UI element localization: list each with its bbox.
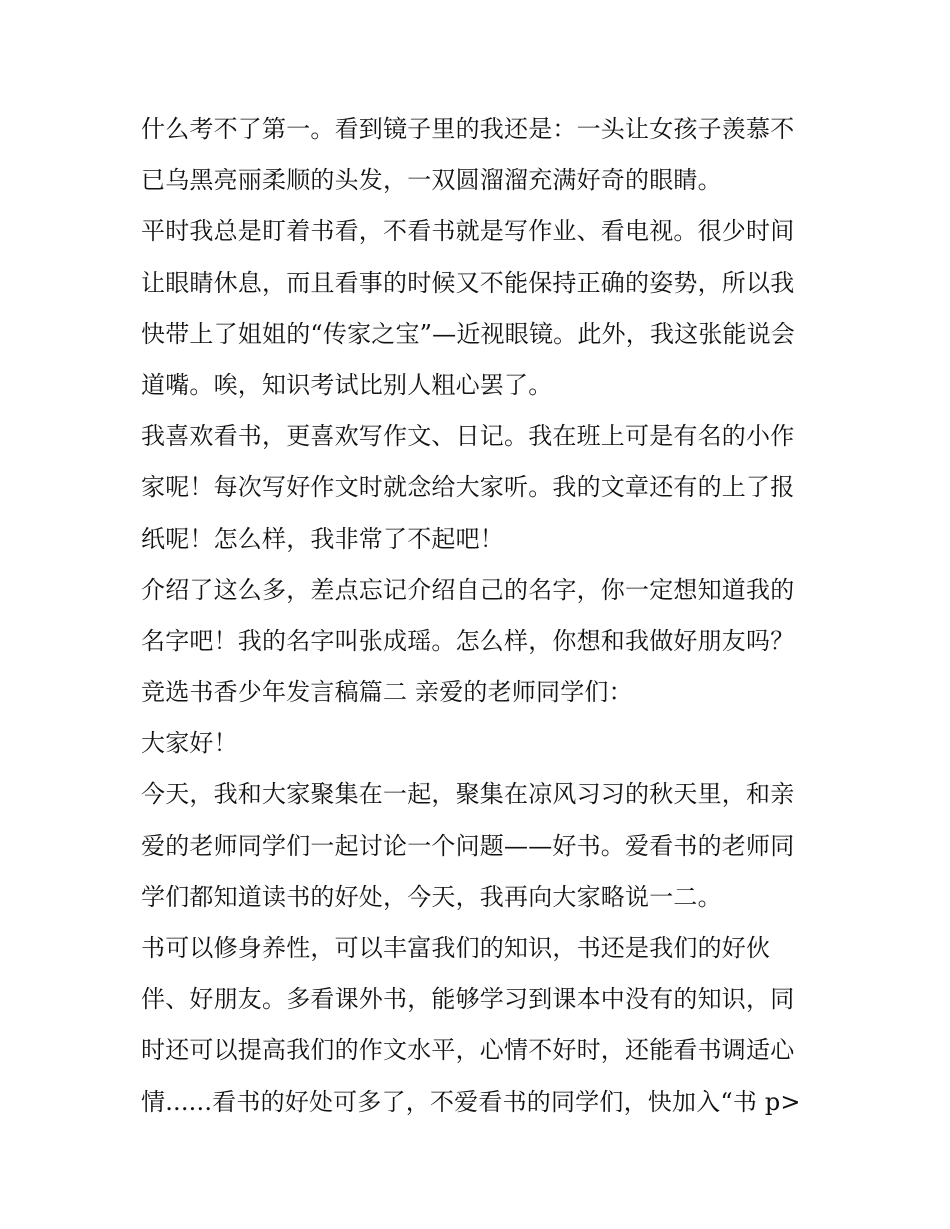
text-line: 爱的老师同学们一起讨论一个问题——好书。爱看书的老师同 [141,831,795,860]
text-line: 情......看书的好处可多了，不爱看书的同学们，快加入“书 p> [141,1087,801,1116]
text-line: 学们都知道读书的好处，今天，我再向大家略说一二。 [141,882,722,911]
text-line: 书可以修身养性，可以丰富我们的知识，书还是我们的好伙 [141,934,771,962]
text-line: 已乌黑亮丽柔顺的头发，一双圆溜溜充满好奇的眼睛。 [141,166,722,195]
text-line: 大家好！ [141,729,238,758]
text-line: 道嘴。唉，知识考试比别人粗心罢了。 [141,370,553,399]
text-line: 介绍了这么多，差点忘记介绍自己的名字，你一定想知道我的 [141,575,795,604]
text-line: 名字吧！我的名字叫张成瑶。怎么样，你想和我做好朋友吗？ [141,626,795,655]
text-line: 今天，我和大家聚集在一起，聚集在凉风习习的秋天里，和亲 [141,780,795,809]
text-line: 快带上了姐姐的“传家之宝”—近视眼镜。此外，我这张能说会 [141,319,796,348]
text-line: 平时我总是盯着书看，不看书就是写作业、看电视。很少时间 [141,217,795,246]
document-body [141,104,821,1128]
text-line: 我喜欢看书，更喜欢写作文、日记。我在班上可是有名的小作 [141,422,795,451]
text-line: 时还可以提高我们的作文水平，心情不好时，还能看书调适心 [141,1036,795,1065]
text-line: 家呢！每次写好作文时就念给大家听。我的文章还有的上了报 [141,473,795,502]
text-line: 伴、好朋友。多看课外书，能够学习到课本中没有的知识，同 [141,985,795,1014]
text-line: 纸呢！怎么样，我非常了不起吧！ [141,524,504,553]
text-line: 竞选书香少年发言稿篇二 亲爱的老师同学们： [141,678,633,707]
text-line: 让眼睛休息，而且看事的时候又不能保持正确的姿势，所以我 [141,268,795,297]
text-line: 什么考不了第一。看到镜子里的我还是：一头让女孩子羡慕不 [141,115,795,143]
